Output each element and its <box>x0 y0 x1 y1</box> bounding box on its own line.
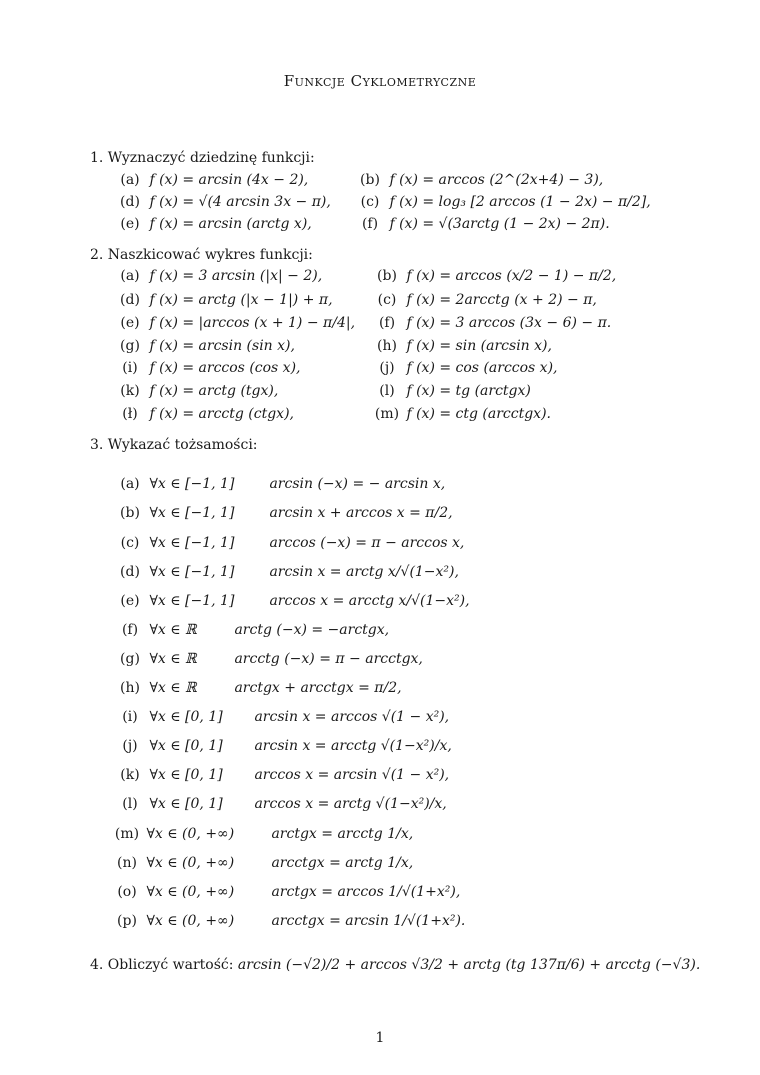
problem-3k: (k) ∀x ∈ [0, 1] arccos x = arcsin √(1 − x²), <box>120 767 450 783</box>
problem-2a: (a) f (x) = 3 arcsin (|x| − 2), <box>120 268 323 284</box>
problem-2h: (h) f (x) = sin (arcsin x), <box>377 338 552 354</box>
problem-3l: (l) ∀x ∈ [0, 1] arccos x = arctg √(1−x²)/x, <box>122 796 447 812</box>
problem-1a: (a) f (x) = arcsin (4x − 2), <box>120 172 309 188</box>
problem-3m: (m) ∀x ∈ (0, +∞) arctgx = arcctg 1/x, <box>114 826 414 842</box>
problem-3o: (o) ∀x ∈ (0, +∞) arctgx = arccos 1/√(1+x²), <box>117 884 461 900</box>
problem-4-heading: 4. Obliczyć wartość: <box>90 957 234 973</box>
problem-2-heading: 2. Naszkicować wykres funkcji: <box>90 247 313 263</box>
problem-3p: (p) ∀x ∈ (0, +∞) arcctgx = arcsin 1/√(1+x²). <box>117 913 466 929</box>
problem-3e: (e) ∀x ∈ [−1, 1] arccos x = arcctg x/√(1−x²), <box>120 593 470 609</box>
problem-2l-stroke: (ł) f (x) = arcctg (ctgx), <box>122 406 294 422</box>
problem-3d: (d) ∀x ∈ [−1, 1] arcsin x = arctg x/√(1−x²), <box>120 564 459 580</box>
problem-1f: (f) f (x) = √(3arctg (1 − 2x) − 2π). <box>361 216 610 232</box>
problem-3n: (n) ∀x ∈ (0, +∞) arcctgx = arctg 1/x, <box>117 855 414 871</box>
problem-3g: (g) ∀x ∈ ℝ arcctg (−x) = π − arcctgx, <box>120 651 423 667</box>
page-number: 1 <box>375 1030 385 1046</box>
problem-2m: (m) f (x) = ctg (arcctgx). <box>374 406 551 422</box>
problem-4 <box>90 957 700 973</box>
problem-3c: (c) ∀x ∈ [−1, 1] arccos (−x) = π − arccos x, <box>120 535 465 551</box>
problem-2g: (g) f (x) = arcsin (sin x), <box>120 338 295 354</box>
problem-3a: (a) ∀x ∈ [−1, 1] arcsin (−x) = − arcsin x, <box>120 476 446 492</box>
page-title: Funkcje Cyklometryczne <box>283 72 477 90</box>
problem-2i: (i) f (x) = arccos (cos x), <box>122 360 301 376</box>
problem-1d: (d) f (x) = √(4 arcsin 3x − π), <box>120 194 331 210</box>
problem-2k: (k) f (x) = arctg (tgx), <box>120 383 279 399</box>
problem-3b: (b) ∀x ∈ [−1, 1] arcsin x + arccos x = π/2, <box>120 505 453 521</box>
problem-4-expression: arcsin (−√2)/2 + arccos √3/2 + arctg (tg 137π/6) + arcctg (−√3). <box>237 957 701 973</box>
problem-2l: (l) f (x) = tg (arctgx) <box>379 383 531 399</box>
problem-1c: (c) f (x) = log₃ [2 arccos (1 − 2x) − π/2], <box>360 194 651 210</box>
problem-1b: (b) f (x) = arccos (2^(2x+4) − 3), <box>360 172 604 188</box>
problem-2d: (d) f (x) = arctg (|x − 1|) + π, <box>120 292 333 308</box>
problem-1-heading: 1. Wyznaczyć dziedzinę funkcji: <box>90 150 315 166</box>
problem-2j: (j) f (x) = cos (arccos x), <box>379 360 558 376</box>
problem-3i: (i) ∀x ∈ [0, 1] arcsin x = arccos √(1 − x²), <box>122 709 450 725</box>
problem-2c: (c) f (x) = 2arcctg (x + 2) − π, <box>377 292 597 308</box>
problem-2b: (b) f (x) = arccos (x/2 − 1) − π/2, <box>377 268 617 284</box>
problem-3j: (j) ∀x ∈ [0, 1] arcsin x = arcctg √(1−x²)/x, <box>122 738 452 754</box>
problem-3f: (f) ∀x ∈ ℝ arctg (−x) = −arctgx, <box>121 622 390 638</box>
problem-3h: (h) ∀x ∈ ℝ arctgx + arcctgx = π/2, <box>120 680 402 696</box>
problem-2e: (e) f (x) = |arccos (x + 1) − π/4|, <box>120 315 356 331</box>
problem-1e: (e) f (x) = arcsin (arctg x), <box>120 216 312 232</box>
problem-3-heading: 3. Wykazać tożsamości: <box>90 437 258 453</box>
problem-2f: (f) f (x) = 3 arccos (3x − 6) − π. <box>378 315 612 331</box>
